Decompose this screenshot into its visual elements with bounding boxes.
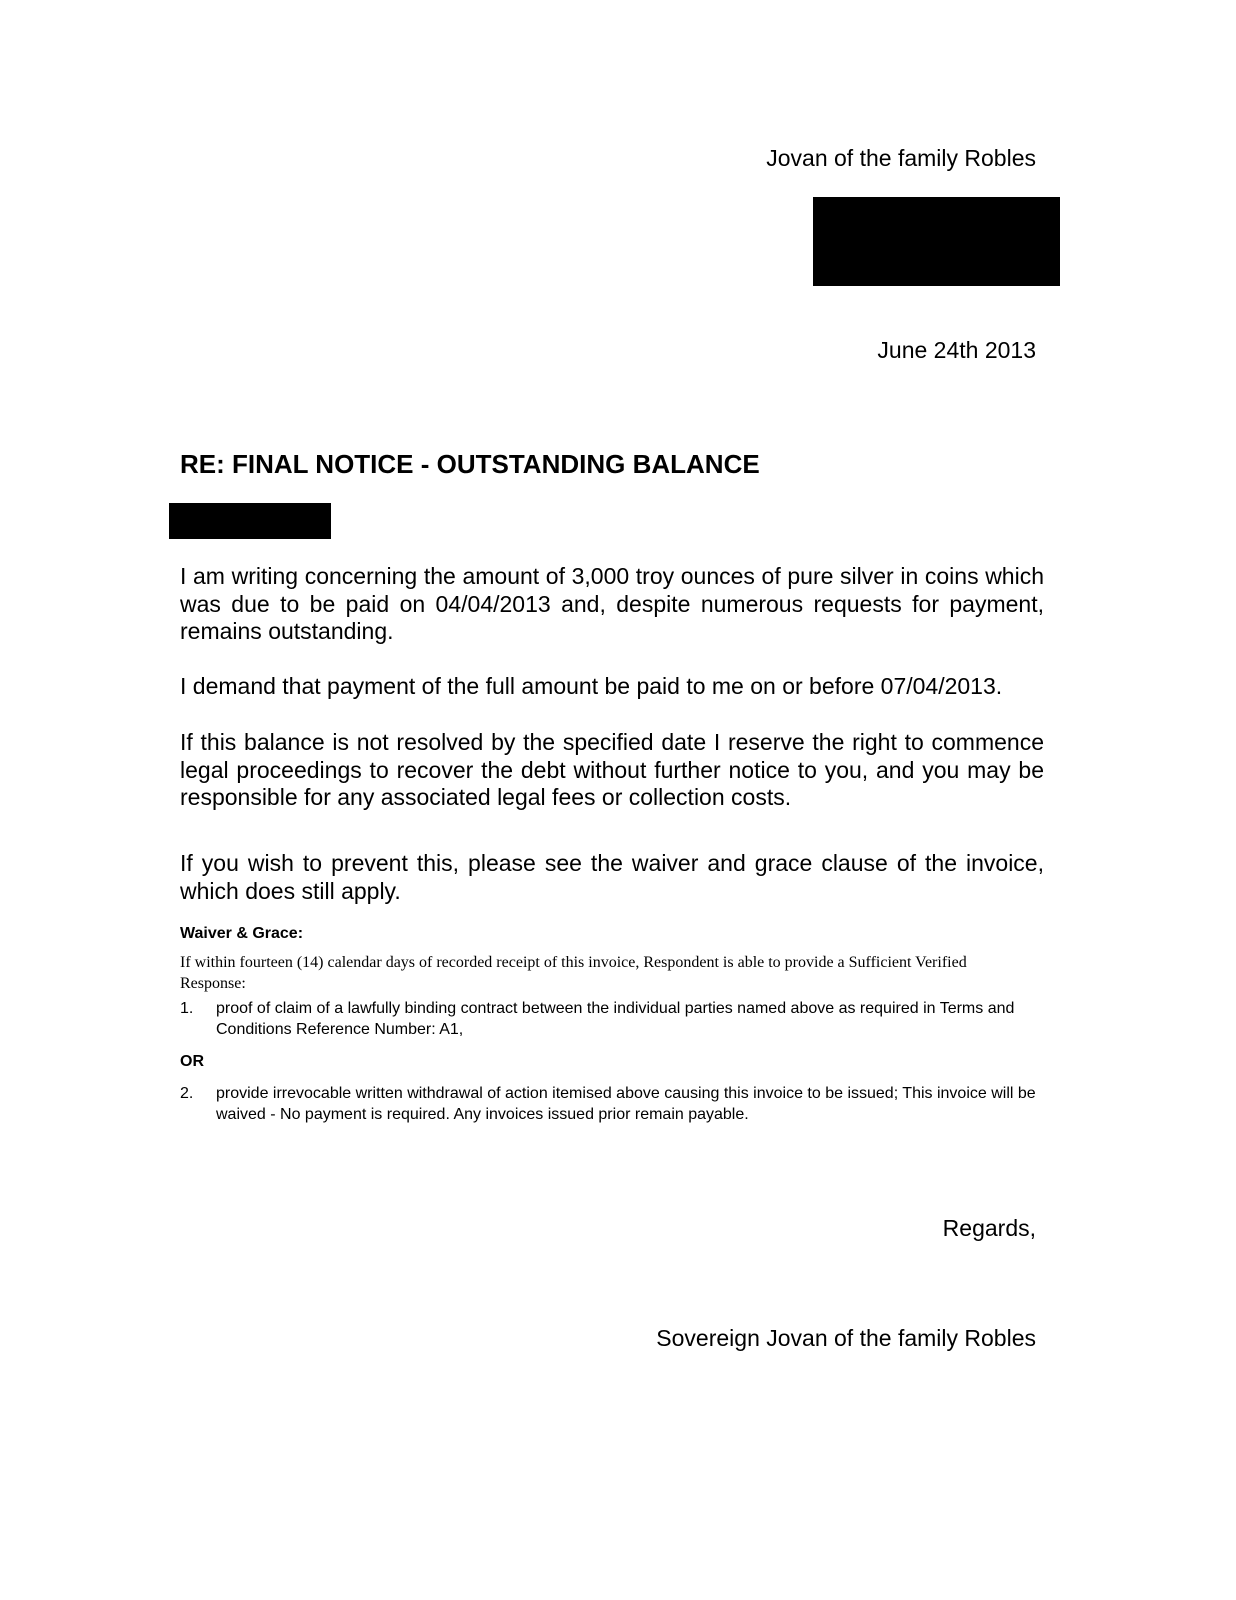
body-paragraph-2: I demand that payment of the full amount be paid to me on or before 07/04/2013. <box>180 673 1003 699</box>
redacted-address-block <box>813 197 1060 286</box>
waiver-intro: If within fourteen (14) calendar days of recorded receipt of this invoice, Respondent is able to provide a Sufficient Verified Response: <box>180 954 967 992</box>
sender-name: Jovan of the family Robles <box>766 145 1036 171</box>
redacted-reference-block <box>169 503 331 539</box>
or-label: OR <box>180 1053 204 1070</box>
subject-heading: RE: FINAL NOTICE - OUTSTANDING BALANCE <box>180 449 760 479</box>
letter-date: June 24th 2013 <box>877 337 1036 363</box>
list-item-number: 2. <box>180 1085 194 1102</box>
waiver-list-item <box>180 998 1040 1040</box>
waiver-list-item <box>180 1083 1040 1125</box>
waiver-heading: Waiver & Grace: <box>180 925 304 942</box>
body-paragraph-4: If you wish to prevent this, please see the waiver and grace clause of the invoice, which does still apply. <box>180 850 1044 904</box>
list-item-text: provide irrevocable written withdrawal of action itemised above causing this invoice to be issued; This invoice will be waived - No payment is required. Any invoices issued prior remain payable. <box>216 1085 1036 1123</box>
body-paragraph-1: I am writing concerning the amount of 3,000 troy ounces of pure silver in coins which was due to be paid on 04/04/2013 and, despite numerous requests for payment, remains outstanding. <box>180 563 1044 644</box>
closing-salutation: Regards, <box>942 1215 1036 1241</box>
signature-name: Sovereign Jovan of the family Robles <box>656 1325 1036 1351</box>
list-item-number: 1. <box>180 1000 194 1017</box>
list-item-text: proof of claim of a lawfully binding contract between the individual parties named above as required in Terms and Conditions Reference Number: A1, <box>216 1000 1015 1038</box>
body-paragraph-3: If this balance is not resolved by the specified date I reserve the right to commence legal proceedings to recover the debt without further notice to you, and you may be responsible for any associated legal fees or collection costs. <box>180 729 1044 810</box>
